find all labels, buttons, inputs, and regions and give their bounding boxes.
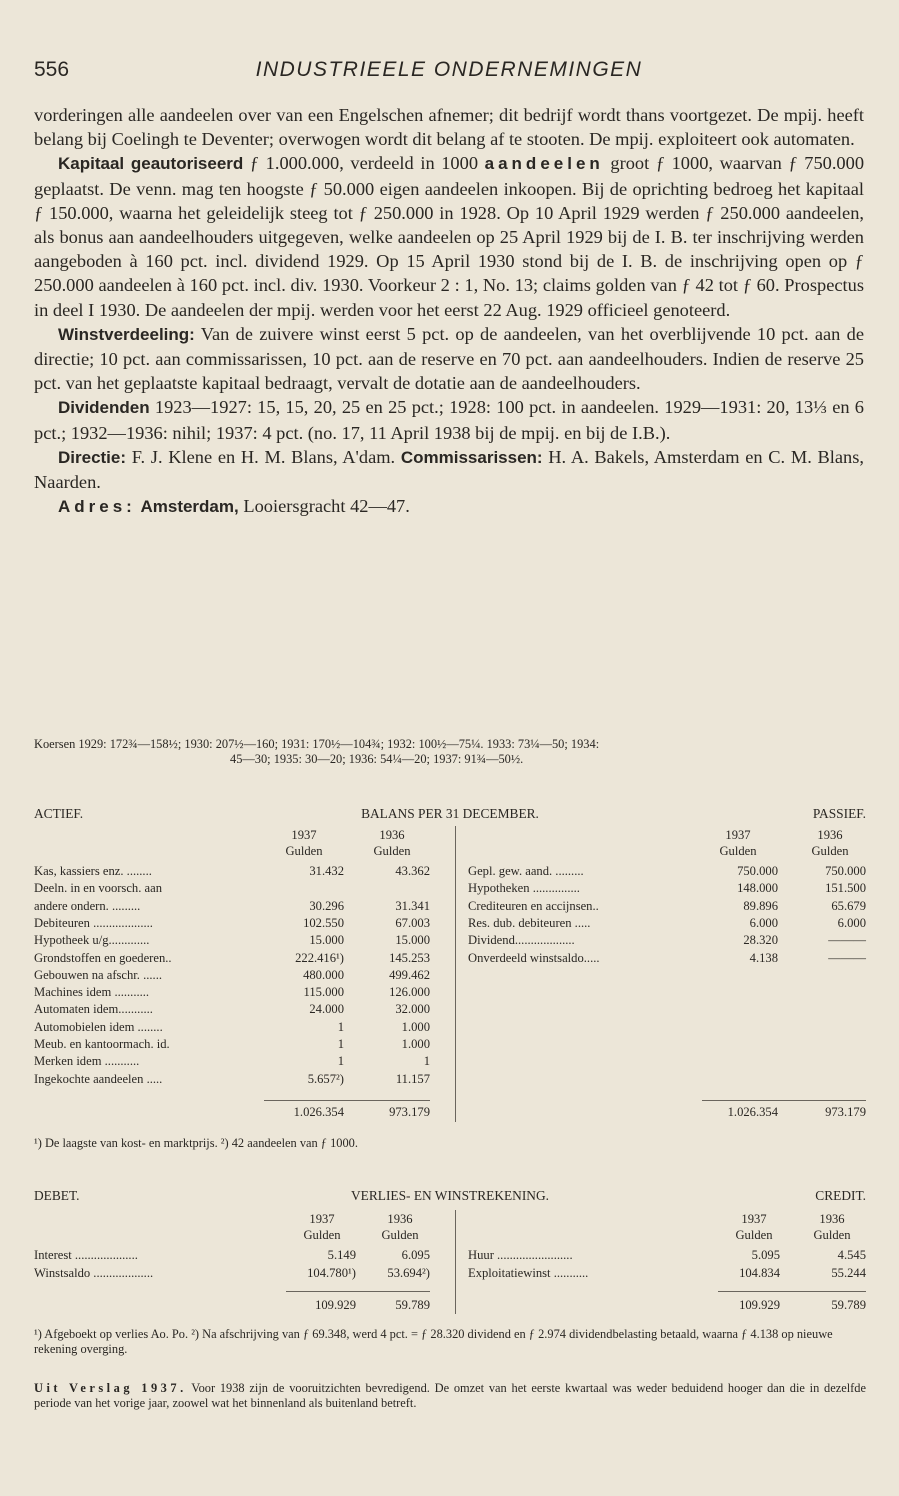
actief-value-1937: 222.416¹)	[295, 950, 344, 965]
actief-label: Automobielen idem ........	[34, 1019, 163, 1034]
passief-heading: PASSIEF.	[812, 806, 866, 821]
paragraph-dividenden	[34, 395, 864, 444]
credit-label: Huur ........................	[468, 1248, 573, 1262]
balance-footnote: ¹) De laagste van kost- en marktprijs. ²) 42 aandeelen van ƒ 1000.	[34, 1136, 358, 1150]
passief-value-1937: 750.000	[737, 864, 778, 878]
actief-value-1936: 67.003	[395, 915, 430, 930]
credit-label: Exploitatiewinst ...........	[468, 1266, 589, 1280]
credit-total-1937: 109.929	[739, 1298, 780, 1312]
debet-value-1937: 104.780¹)	[307, 1266, 356, 1280]
actief-label: Gebouwen na afschr. ......	[34, 967, 162, 982]
actief-value-1937: 115.000	[303, 985, 344, 1000]
directie-text: F. J. Klene en H. M. Blans, A'dam.	[131, 446, 396, 467]
actief-label: Automaten idem...........	[34, 1002, 153, 1017]
passief-label: Dividend...................	[468, 933, 575, 948]
passief-value-1937: 28.320	[743, 933, 778, 948]
paragraph-adres	[34, 494, 864, 519]
balance-sheet	[34, 806, 866, 1136]
winst-label: Winstverdeeling:	[58, 324, 195, 344]
actief-heading: ACTIEF.	[34, 806, 84, 821]
actief-value-1937: 102.550	[303, 915, 344, 930]
debet-value-1936: 53.694²)	[387, 1266, 430, 1280]
uit-verslag-label: Uit Verslag 1937.	[34, 1381, 187, 1395]
commissarissen-label: Commissarissen:	[400, 447, 543, 467]
actief-row	[34, 1036, 866, 1052]
actief-row	[34, 1053, 866, 1069]
actief-value-1936: 499.462	[389, 967, 430, 982]
actief-value-1937: 30.296	[309, 898, 344, 913]
actief-value-1936: 31.341	[395, 898, 430, 913]
actief-total-rule	[264, 1100, 430, 1101]
passief-value-1936: 6.000	[837, 915, 866, 930]
uit-verslag-text: Voor 1938 zijn de vooruitzichten bevredigend. De omzet van het eerste kwartaal was weder beduidend hooger dan die in dezelfde periode van het vorige jaar, zoowel wat het binnenland als buitenland betreft.	[34, 1381, 867, 1410]
actief-value-1936: 1.000	[401, 1037, 430, 1051]
kapitaal-spaced-word: aandeelen	[484, 154, 604, 174]
actief-label: Merken idem ...........	[34, 1054, 140, 1069]
year-1937-left: 1937	[291, 828, 317, 842]
unit-1937-right: Gulden	[719, 844, 757, 858]
balance-divider	[455, 826, 456, 1122]
debet-value-1936: 6.095	[401, 1248, 430, 1262]
actief-value-1937: 480.000	[303, 967, 344, 982]
actief-value-1936: 1	[423, 1054, 430, 1069]
kapitaal-text-a: ƒ 1.000.000, verdeeld in 1000	[249, 153, 479, 174]
koersen	[34, 737, 864, 767]
pl-year-1937-left: 1937	[309, 1212, 335, 1226]
actief-value-1936: 43.362	[395, 864, 430, 878]
actief-label: Ingekochte aandeelen .....	[34, 1071, 163, 1086]
balance-unit-row	[34, 843, 866, 859]
passief-label: Onverdeeld winstsaldo.....	[468, 950, 600, 965]
year-1936-left: 1936	[379, 828, 405, 842]
year-1936-right: 1936	[817, 828, 843, 842]
actief-value-1936: 15.000	[395, 933, 430, 948]
credit-total-1936: 59.789	[831, 1298, 866, 1312]
passief-label: Res. dub. debiteuren .....	[468, 915, 591, 930]
debet-total-rule	[286, 1291, 430, 1292]
passief-label: Gepl. gew. aand. .........	[468, 864, 584, 878]
passief-total-1937: 1.026.354	[727, 1105, 778, 1119]
debet-value-1937: 5.149	[327, 1248, 356, 1262]
passief-label: Hypotheken ...............	[468, 881, 580, 896]
credit-value-1936: 4.545	[837, 1248, 866, 1262]
commissarissen-text: H. A. Bakels, Amsterdam en C. M. Blans, Naarden.	[34, 446, 864, 493]
passief-row	[34, 915, 866, 931]
running-title: INDUSTRIEELE ONDERNEMINGEN	[255, 58, 643, 81]
actief-value-1937: 5.657²)	[307, 1071, 344, 1086]
pl-year-1937-right: 1937	[741, 1212, 767, 1226]
directie-label: Directie:	[58, 447, 127, 467]
balance-total-row	[34, 1104, 866, 1120]
pl-title: VERLIES- EN WINSTREKENING.	[351, 1188, 549, 1203]
passief-row	[34, 863, 866, 879]
kapitaal-label: Kapitaal geautoriseerd	[58, 154, 244, 174]
dividenden-text: 1923—1927: 15, 15, 20, 25 en 25 pct.; 1928: 100 pct. in aandeelen. 1929—1931: 20, 13⅓ en 6 pct.; 1932—1936: nihil; 1937: 4 pct. (no. 17, 11 April 1938 bij de mpij. en bij de I.B.).	[34, 397, 864, 443]
debet-total-1937: 109.929	[315, 1298, 356, 1312]
year-1937-right: 1937	[725, 828, 751, 842]
passief-value-1937: 89.896	[743, 898, 778, 913]
pl-footnote: ¹) Afgeboekt op verlies Ao. Po. ²) Na afschrijving van ƒ 69.348, werd 4 pct. = ƒ 28.320 dividend en ƒ 2.974 dividendbelasting betaald, waarna ƒ 4.138 op nieuwe rekening overging.	[34, 1327, 833, 1356]
page-header	[34, 58, 864, 88]
adres-city: Amsterdam,	[140, 497, 239, 517]
pl-unit-1937-right: Gulden	[735, 1228, 773, 1242]
credit-heading: CREDIT.	[815, 1188, 866, 1203]
actief-value-1937: 15.000	[309, 933, 344, 948]
actief-row	[34, 967, 866, 983]
passief-value-1936: ———	[828, 950, 866, 965]
koersen-line-2: 45—30; 1935: 30—20; 1936: 54¼—20; 1937: 91¾—50½.	[230, 752, 524, 766]
balance-year-row	[34, 827, 866, 843]
actief-label: Meub. en kantoormach. id.	[34, 1037, 170, 1051]
company-description	[34, 103, 864, 519]
actief-label: Debiteuren ...................	[34, 915, 153, 930]
pl-unit-1936-left: Gulden	[381, 1228, 419, 1242]
unit-1937-left: Gulden	[285, 844, 323, 858]
pl-unit-row	[34, 1227, 866, 1243]
actief-value-1936: 32.000	[395, 1002, 430, 1017]
actief-label: Deeln. in en voorsch. aan	[34, 881, 162, 896]
actief-row	[34, 1071, 866, 1087]
pl-unit-1936-right: Gulden	[813, 1228, 851, 1242]
adres-label: Adres:	[58, 497, 136, 517]
paragraph-intro	[34, 103, 864, 151]
unit-1936-left: Gulden	[373, 844, 411, 858]
kapitaal-text-b: groot ƒ 1000, waarvan ƒ 750.000 geplaatst. De venn. mag ten hoogste ƒ 50.000 eigen aandeelen inkoopen. Bij de oprichting bedroeg het kapitaal ƒ 150.000, waarna het geleidelijk steeg tot ƒ 250.000 in 1928. Op 10 April 1929 werden ƒ 250.000 aandeelen, als bonus aan aandeelhouders uitgegeven, welke aandeelen op 25 April 1929 bij de I. B. ter inschrijving werden aangeboden à 160 pct. incl. dividend 1929. Op 15 April 1930 stond bij de I. B. de inschrijving open op ƒ 250.000 aandeelen à 160 pct. incl. div. 1930. Voorkeur 2 : 1, No. 13; claims golden van ƒ 42 tot ƒ 60. Prospectus in deel I 1930. De aandeelen der mpij. werden voor het eerst 22 Aug. 1929 officieel genoteerd.	[34, 153, 865, 320]
actief-label: Hypotheek u/g.............	[34, 933, 150, 948]
passief-row	[34, 880, 866, 896]
actief-row	[34, 1019, 866, 1035]
passief-value-1936: 750.000	[825, 864, 866, 878]
pl-year-1936-left: 1936	[387, 1212, 413, 1226]
actief-value-1936: 145.253	[389, 950, 430, 965]
passief-row	[34, 950, 866, 966]
actief-value-1937: 1	[337, 1019, 344, 1034]
passief-value-1937: 148.000	[737, 881, 778, 896]
actief-label: Grondstoffen en goederen..	[34, 950, 172, 965]
passief-total-rule	[702, 1100, 866, 1101]
debet-label: Interest ....................	[34, 1248, 138, 1262]
passief-value-1936: ———	[828, 933, 866, 948]
actief-row	[34, 984, 866, 1000]
credit-total-rule	[718, 1291, 866, 1292]
passief-row	[34, 898, 866, 914]
actief-label: Kas, kassiers enz. ........	[34, 864, 152, 878]
passief-value-1936: 151.500	[825, 881, 866, 896]
dividenden-label: Dividenden	[58, 398, 150, 418]
actief-value-1936: 11.157	[395, 1071, 430, 1086]
credit-row	[34, 1247, 866, 1263]
paragraph-winstverdeeling	[34, 322, 864, 396]
credit-value-1936: 55.244	[831, 1266, 866, 1280]
actief-total-1937: 1.026.354	[293, 1105, 344, 1119]
pl-unit-1937-left: Gulden	[303, 1228, 341, 1242]
actief-value-1936: 1.000	[401, 1019, 430, 1034]
passief-value-1936: 65.679	[831, 898, 866, 913]
passief-label: Crediteuren en accijnsen..	[468, 898, 599, 913]
actief-row	[34, 1001, 866, 1017]
balance-title: BALANS PER 31 DECEMBER.	[361, 806, 539, 821]
pl-title-row	[34, 1188, 866, 1204]
passief-total-1936: 973.179	[825, 1105, 866, 1119]
passief-value-1937: 4.138	[749, 950, 778, 965]
actief-value-1937: 1	[337, 1054, 344, 1069]
credit-value-1937: 104.834	[739, 1266, 780, 1280]
actief-total-1936: 973.179	[389, 1105, 430, 1119]
pl-year-1936-right: 1936	[819, 1212, 845, 1226]
actief-value-1937: 24.000	[309, 1002, 344, 1017]
adres-text: Looiersgracht 42—47.	[243, 496, 410, 517]
actief-label: andere ondern. .........	[34, 898, 141, 913]
page-number: 556	[34, 58, 70, 81]
actief-value-1936: 126.000	[389, 985, 430, 1000]
debet-heading: DEBET.	[34, 1188, 80, 1203]
actief-label: Machines idem ...........	[34, 985, 150, 1000]
intro-text: vorderingen alle aandeelen over van een Engelschen afnemer; dit bedrijf wordt thans voortgezet. De mpij. heeft belang bij Coelingh te Deventer; overwogen wordt dit belang af te stooten. De mpij. exploiteert ook automaten.	[34, 105, 864, 150]
paragraph-kapitaal	[34, 151, 864, 321]
pl-year-row	[34, 1211, 866, 1227]
pl-total-row	[34, 1297, 866, 1313]
winst-text: Van de zuivere winst eerst 5 pct. op de aandeelen, van het overblijvende 10 pct. aan de directie; 10 pct. aan commissarissen, 10 pct. aan de reserve en 70 pct. aan aandeelhouders. Indien de reserve 25 pct. van het geplaatste kapitaal bedraagt, vervalt de dotatie aan de aandeelhouders.	[34, 323, 864, 394]
paragraph-directie	[34, 445, 864, 494]
debet-label: Winstsaldo ...................	[34, 1266, 154, 1280]
credit-row	[34, 1265, 866, 1281]
actief-value-1937: 1	[337, 1037, 344, 1051]
unit-1936-right: Gulden	[811, 844, 849, 858]
balance-title-row	[34, 806, 866, 822]
passief-value-1937: 6.000	[749, 915, 778, 930]
debet-total-1936: 59.789	[395, 1298, 430, 1312]
credit-value-1937: 5.095	[751, 1248, 780, 1262]
koersen-line-1: Koersen 1929: 172¾—158½; 1930: 207½—160; 1931: 170½—104¾; 1932: 100½—75¼. 1933: 73¼—50; 1934:	[34, 737, 600, 751]
uit-verslag	[34, 1381, 866, 1411]
profit-loss-account	[34, 1188, 866, 1328]
actief-value-1937: 31.432	[309, 864, 344, 878]
passief-row	[34, 932, 866, 948]
